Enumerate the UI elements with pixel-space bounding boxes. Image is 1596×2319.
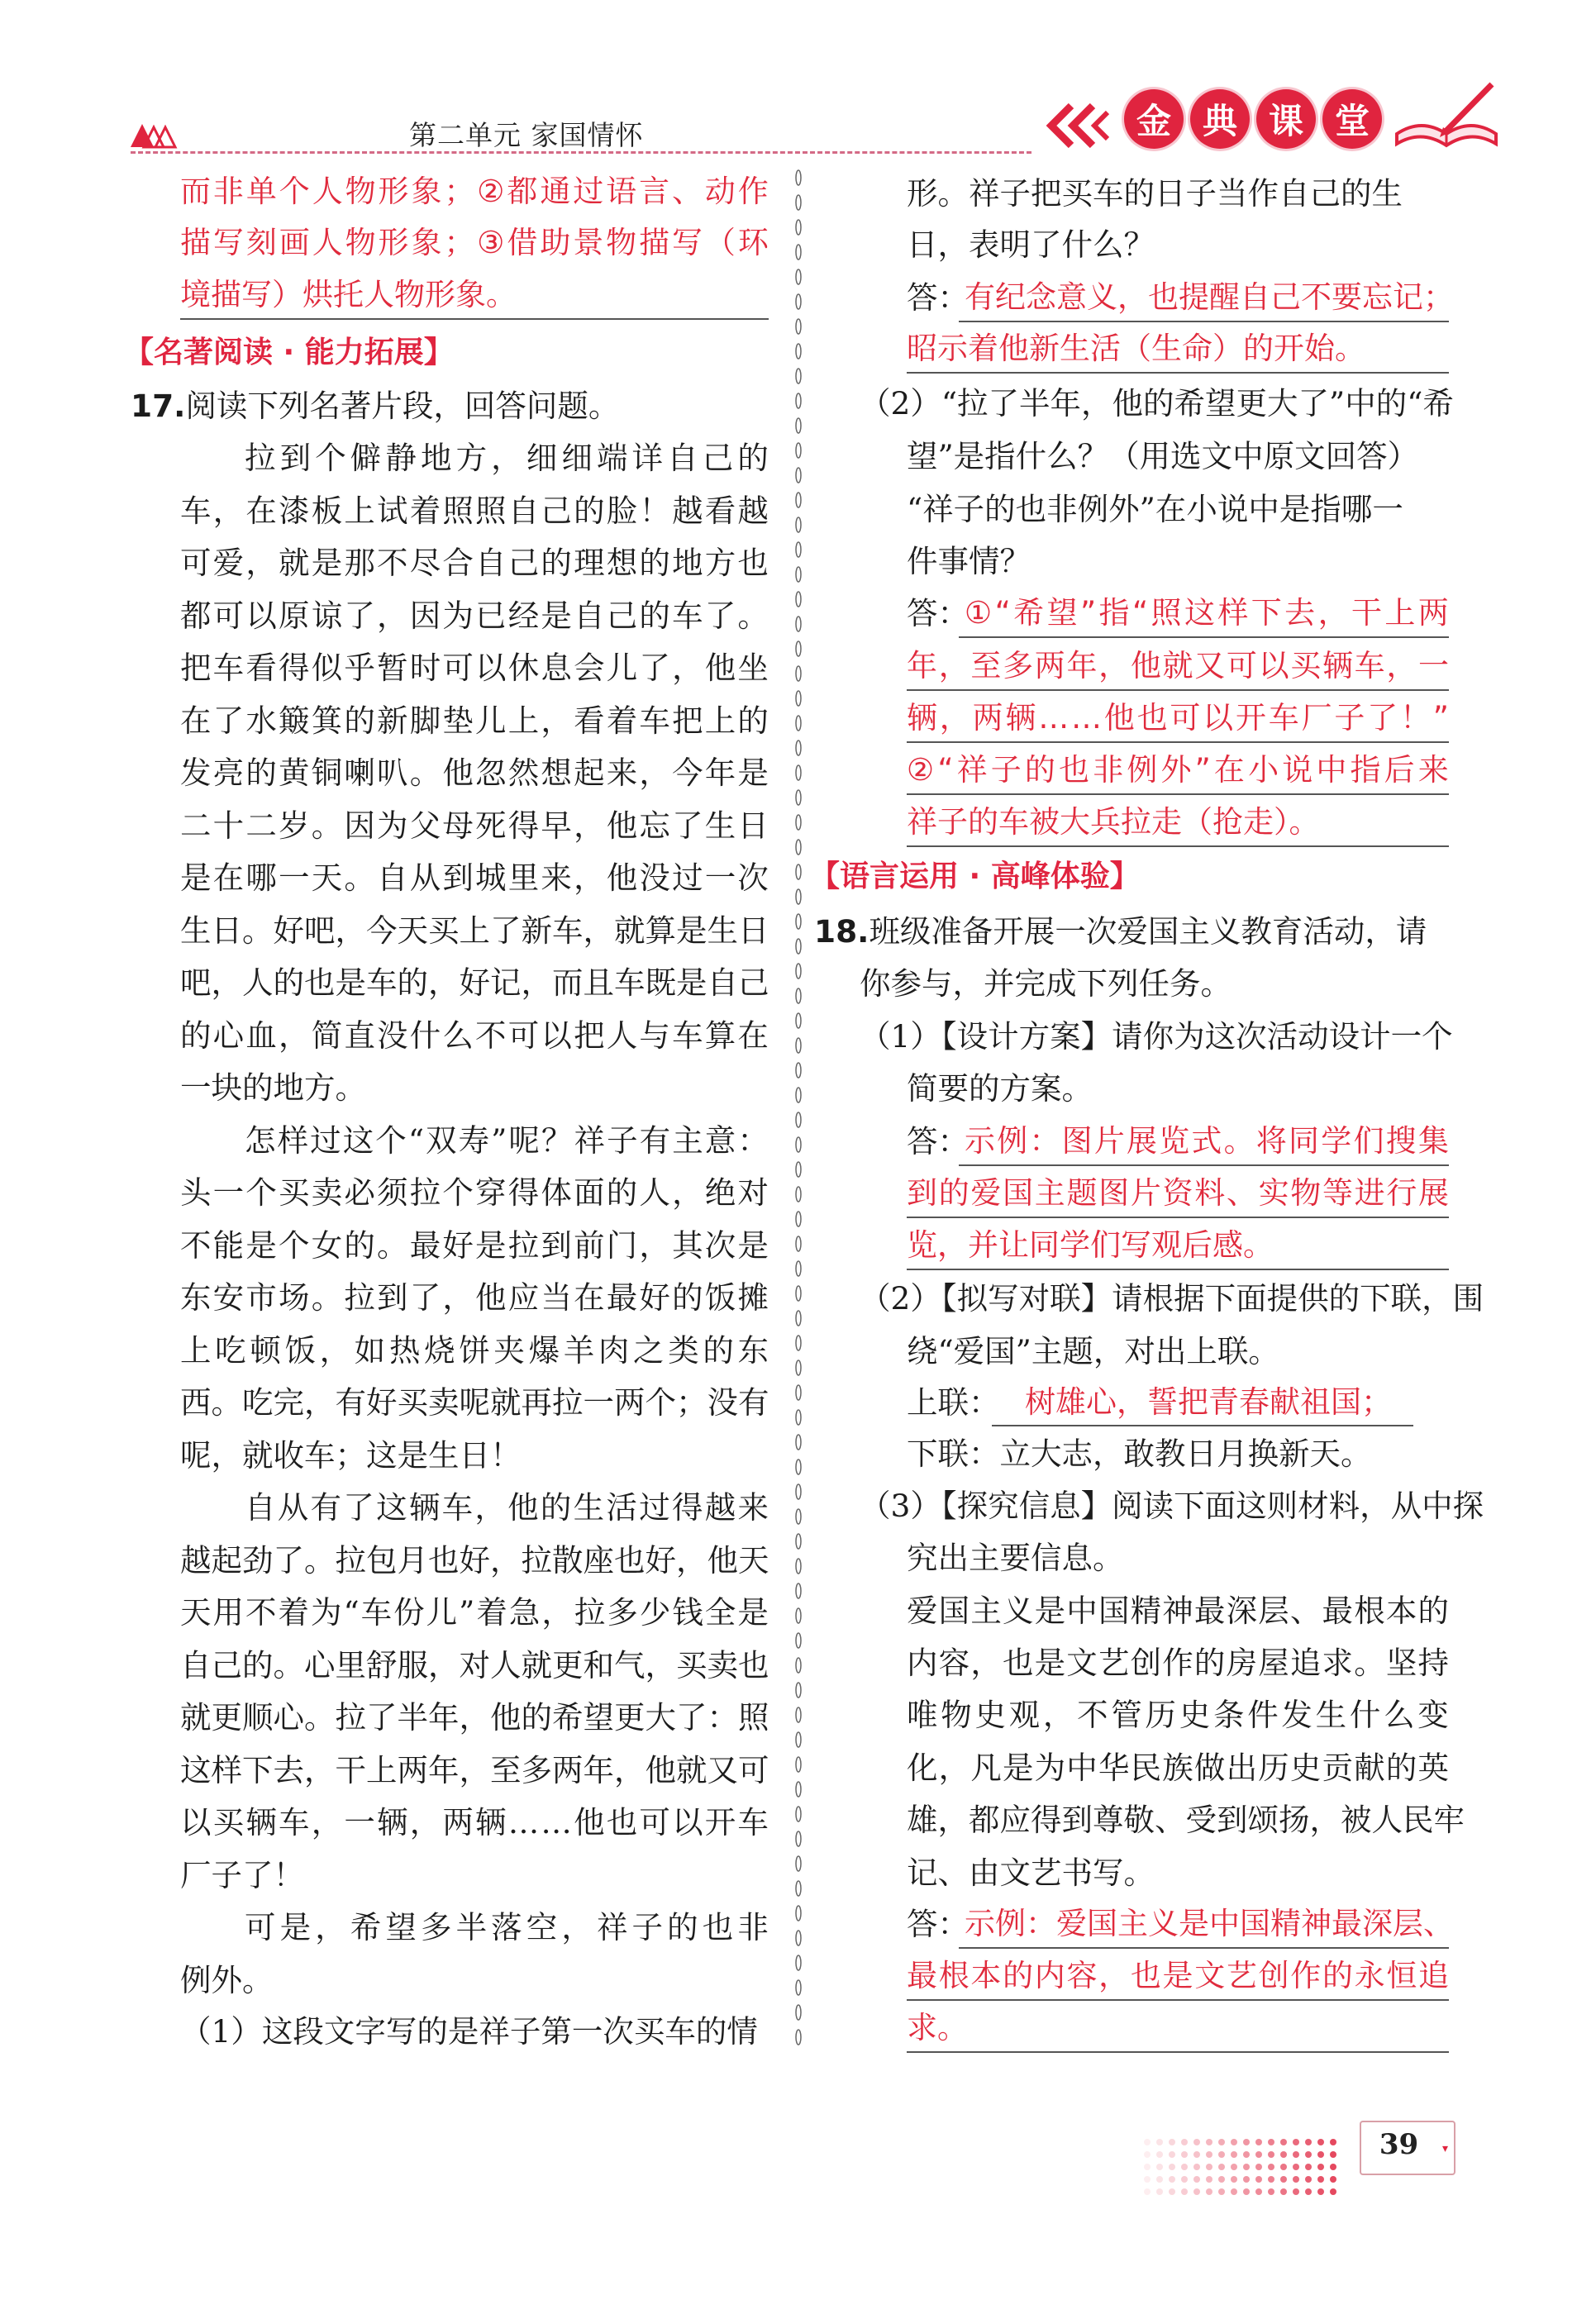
material-line: 化 ， 凡 是 为 中 华 民 族 做 出 历 史 贡 献 的 英: [907, 1750, 1449, 1786]
answer-label: 答：: [907, 1123, 969, 1160]
answer-underline: [959, 636, 1449, 638]
answer-underline: [907, 2051, 1449, 2053]
answer-label: 答：: [907, 279, 969, 316]
passage-line: 就 更 顺 心 。 拉 了 半 年 ， 他 的 希 望 更 大 了 ： 照: [180, 1699, 769, 1736]
answer-line: 昭示着他新生活（生命）的开始。: [907, 331, 1365, 366]
question-number: 17.: [131, 388, 186, 424]
answer-underline: [907, 1269, 1449, 1270]
answer-line: 年 ， 至 多 两 年 ， 他 就 又 可 以 买 辆 车 ， 一: [907, 648, 1449, 683]
passage-line: 车 ， 在 漆 板 上 试 着 照 照 自 己 的 脸 ！ 越 看 越: [180, 493, 769, 529]
question-17-1-cont: 形。祥子把买车的日子当作自己的生: [907, 175, 1403, 212]
answer-line: ① “ 希 望 ” 指 “ 照 这 样 下 去 ， 干 上 两: [965, 595, 1449, 631]
passage-line: 东 安 市 场 。 拉 到 了 ， 他 应 当 在 最 好 的 饭 摊: [180, 1279, 769, 1316]
answer-line: 览，并让同学们写观后感。: [907, 1227, 1274, 1263]
question-18: [814, 912, 1427, 951]
answer-line: 最 根 本 的 内 容 ， 也 是 文 艺 创 作 的 永 恒 追: [907, 1958, 1449, 1993]
passage-line: 上 吃 顿 饭 ， 如 热 烧 饼 夹 爆 羊 肉 之 类 的 东: [180, 1332, 769, 1369]
brand-char: 金: [1124, 89, 1184, 149]
answer-underline: [959, 1947, 1449, 1949]
brand-char: 典: [1190, 89, 1250, 149]
passage-line: 是 在 哪 一 天 。 自 从 到 城 里 来 ， 他 没 过 一 次: [180, 860, 769, 896]
passage-line: 二 十 二 岁 。 因 为 父 母 死 得 早 ， 他 忘 了 生 日: [180, 807, 769, 844]
passage-line: 头 一 个 买 卖 必 须 拉 个 穿 得 体 面 的 人 ， 绝 对: [180, 1174, 769, 1211]
passage-line: 发 亮 的 黄 铜 喇 叭 。 他 忽 然 想 起 来 ， 今 年 是: [180, 755, 769, 791]
passage-line: 的 心 血 ， 简 直 没 什 么 不 可 以 把 人 与 车 算 在: [180, 1017, 769, 1054]
answer-line: 示 例 ： 爱 国 主 义 是 中 国 精 神 最 深 层 、: [965, 1906, 1454, 1941]
passage-line: 都 可 以 原 谅 了 ， 因 为 已 经 是 自 己 的 车 了 。: [180, 598, 769, 634]
answer-underline: [907, 793, 1449, 795]
answer-line: 求。: [907, 2010, 968, 2045]
question-18-2: （2）【拟写对联】请根据下面提供的下联，围: [860, 1280, 1484, 1317]
answer-underline: [959, 321, 1449, 322]
answer-underline: [992, 1425, 1413, 1426]
answer-line: 示 例 ： 图 片 展 览 式 。 将 同 学 们 搜 集: [965, 1123, 1449, 1159]
decorative-dots: [1141, 2134, 1347, 2200]
upper-couplet-answer: 树雄心，誓把青春献祖国；: [1025, 1384, 1392, 1420]
passage-line: 例外。: [180, 1962, 274, 1998]
answer-underline: [907, 1999, 1449, 2001]
material-line: 唯 物 史 观 ， 不 管 历 史 条 件 发 生 什 么 变: [907, 1697, 1449, 1733]
passage-line: 不 能 是 个 女 的 。 最 好 是 拉 到 前 门 ， 其 次 是: [180, 1227, 769, 1264]
answer-underline: [907, 845, 1449, 847]
page-marker-icon: ▾: [1442, 2142, 1449, 2155]
unit-title: 第二单元 家国情怀: [409, 119, 644, 151]
passage-line: 自 从 有 了 这 辆 车 ， 他 的 生 活 过 得 越 来: [245, 1489, 769, 1526]
material-line: 内 容 ， 也 是 文 艺 创 作 的 房 屋 追 求 。 坚 持: [907, 1645, 1449, 1681]
question-prompt: 你参与，并完成下列任务。: [860, 965, 1232, 1002]
question-17-1: （1）这段文字写的是祥子第一次买车的情: [180, 2013, 758, 2050]
passage-line: 生 日 。 好 吧 ， 今 天 买 上 了 新 车 ， 就 算 是 生 日: [180, 912, 769, 949]
answer-line: 境描写）烘托人物形象。: [180, 277, 517, 312]
answer-underline: [907, 1217, 1449, 1218]
passage-line: 拉 到 个 僻 静 地 方 ， 细 细 端 详 自 己 的: [245, 440, 769, 476]
passage-line: 自 己 的 。 心 里 舒 服 ， 对 人 就 更 和 气 ， 买 卖 也: [180, 1647, 769, 1683]
question-prompt: 班级准备开展一次爱国主义教育活动，请: [869, 913, 1427, 950]
passage-line: 把 车 看 得 似 乎 暂 时 可 以 休 息 会 儿 了 ， 他 坐: [180, 650, 769, 686]
passage-line: 天 用 不 着 为 “ 车 份 儿 ” 着 急 ， 拉 多 少 钱 全 是: [180, 1594, 769, 1631]
question-17-2: （2）“拉了半年，他的希望更大了”中的“希: [860, 385, 1454, 421]
book-pencil-icon: [1389, 76, 1504, 155]
triangle-marks-icon: [131, 116, 180, 149]
brand-char: 堂: [1322, 89, 1382, 149]
question-17: [131, 386, 619, 426]
passage-line: 呢，就收车；这是生日！: [180, 1437, 522, 1474]
upper-couplet-label: 上联：: [907, 1384, 1000, 1421]
answer-line: ② “ 祥 子 的 也 非 例 外 ” 在 小 说 中 指 后 来: [907, 752, 1449, 788]
answer-label: 答：: [907, 595, 969, 631]
answer-label: 答：: [907, 1906, 969, 1942]
question-17-2: 望”是指什么？（用选文中原文回答）: [907, 438, 1419, 474]
lower-couplet: 下联：立大志，敢教日月换新天。: [907, 1436, 1372, 1472]
passage-line: 怎 样 过 这 个 “ 双 寿 ” 呢 ？ 祥 子 有 主 意 ：: [245, 1122, 769, 1159]
passage-line: 吧 ， 人 的 也 是 车 的 ， 好 记 ， 而 且 车 既 是 自 己: [180, 964, 769, 1001]
section-title: 【名著阅读 · 能力拓展】: [124, 336, 454, 369]
answer-line: 辆 ， 两 辆 … … 他 也 可 以 开 车 厂 子 了 ！ ”: [907, 700, 1449, 736]
header-divider: [131, 151, 1031, 154]
passage-line: 在 了 水 簸 箕 的 新 脚 垫 儿 上 ， 看 着 车 把 上 的: [180, 702, 769, 739]
question-18-1: （1）【设计方案】请你为这次活动设计一个: [860, 1018, 1453, 1055]
passage-line: 以 买 辆 车 ， 一 辆 ， 两 辆 … … 他 也 可 以 开 车: [180, 1804, 769, 1840]
passage-line: 厂子了！: [180, 1857, 304, 1893]
answer-line: 描 写 刻 画 人 物 形 象 ； ③ 借 助 景 物 描 写 （ 环: [180, 225, 769, 260]
question-17-2: “祥子的也非例外”在小说中是指哪一: [907, 491, 1403, 527]
question-18-2: 绕“爱国”主题，对出上联。: [907, 1333, 1279, 1369]
answer-line: 到 的 爱 国 主 题 图 片 资 料 、 实 物 等 进 行 展: [907, 1175, 1449, 1211]
passage-line: 这 样 下 去 ， 干 上 两 年 ， 至 多 两 年 ， 他 就 又 可: [180, 1752, 769, 1788]
material-line: 雄 ， 都 应 得 到 尊 敬 、 受 到 颂 扬 ， 被 人 民 牢: [907, 1802, 1465, 1838]
answer-underline: [907, 372, 1449, 374]
question-17-2: 件事情？: [907, 543, 1031, 579]
question-18-3: 究出主要信息。: [907, 1540, 1124, 1576]
answer-line: 而 非 单 个 人 物 形 象 ； ② 都 通 过 语 言 、 动 作: [180, 174, 769, 209]
material-line: 记、由文艺书写。: [907, 1855, 1155, 1891]
question-18-1: 简要的方案。: [907, 1070, 1093, 1107]
section-title: 【语言运用 · 高峰体验】: [810, 860, 1140, 893]
passage-line: 可 爱 ， 就 是 那 不 尽 合 自 己 的 理 想 的 地 方 也: [180, 545, 769, 581]
answer-underline: [180, 318, 769, 320]
chevron-arrows-icon: [1043, 101, 1109, 150]
passage-line: 西 。 吃 完 ， 有 好 买 卖 呢 就 再 拉 一 两 个 ； 没 有: [180, 1384, 769, 1421]
question-18-3: （3）【探究信息】阅读下面这则材料，从中探: [860, 1488, 1484, 1524]
answer-line: 祥子的车被大兵拉走（抢走）。: [907, 804, 1320, 840]
brand-char: 课: [1256, 89, 1316, 149]
answer-underline: [907, 741, 1449, 743]
material-line: 爱 国 主 义 是 中 国 精 神 最 深 层 、 最 根 本 的: [907, 1593, 1449, 1629]
question-prompt: 阅读下列名著片段，回答问题。: [185, 388, 620, 424]
passage-line: 可 是 ， 希 望 多 半 落 空 ， 祥 子 的 也 非: [245, 1909, 769, 1945]
question-number: 18.: [814, 913, 869, 950]
passage-line: 一块的地方。: [180, 1069, 366, 1106]
answer-underline: [907, 689, 1449, 691]
answer-line: 有纪念意义，也提醒自己不要忘记；: [965, 279, 1454, 315]
question-17-1-cont: 日，表明了什么？: [907, 226, 1155, 263]
column-divider: [792, 169, 805, 2054]
page-number: 39: [1379, 2128, 1419, 2161]
passage-line: 越 起 劲 了 。 拉 包 月 也 好 ， 拉 散 座 也 好 ， 他 天: [180, 1542, 769, 1579]
answer-underline: [959, 1164, 1449, 1166]
